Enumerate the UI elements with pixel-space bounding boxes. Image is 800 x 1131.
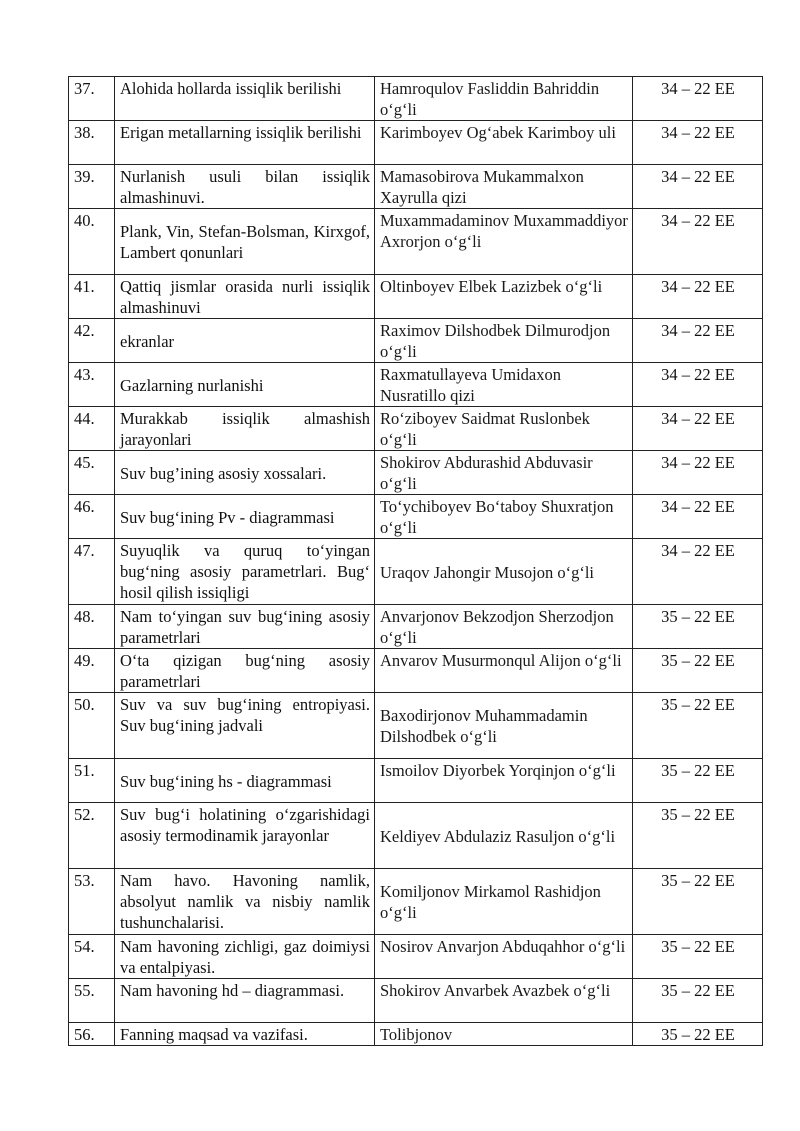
table-row — [69, 407, 763, 451]
student-cell: Nosirov Anvarjon Abduqahhor o‘g‘li — [375, 935, 633, 979]
topic-cell: Plank, Vin, Stefan-Bolsman, Kirxgof, Lambert qonunlari — [115, 209, 375, 275]
student-cell: Mamasobirova Mukammalxon Xayrulla qizi — [375, 165, 633, 209]
group-cell: 35 – 22 EE — [633, 605, 763, 649]
row-number: 45. — [69, 451, 115, 495]
student-cell: Baxodirjonov Muhammadamin Dilshodbek o‘g‘li — [375, 693, 633, 759]
row-number: 52. — [69, 803, 115, 869]
student-cell: Raxmatullayeva Umidaxon Nusratillo qizi — [375, 363, 633, 407]
table-row — [69, 935, 763, 979]
student-cell: Shokirov Abdurashid Abduvasir o‘g‘li — [375, 451, 633, 495]
student-cell: Tolibjonov — [375, 1023, 633, 1046]
group-cell: 35 – 22 EE — [633, 693, 763, 759]
topic-cell: O‘ta qizigan bug‘ning asosiy parametrlari — [115, 649, 375, 693]
topic-cell: Erigan metallarning issiqlik berilishi — [115, 121, 375, 165]
topics-table — [68, 76, 763, 1046]
topic-cell: Suv bug‘ining Pv - diagrammasi — [115, 495, 375, 539]
row-number: 47. — [69, 539, 115, 605]
table-row — [69, 649, 763, 693]
topic-cell: Suv bug‘ining hs - diagrammasi — [115, 759, 375, 803]
topic-cell: Nam havo. Havoning namlik, absolyut namlik va nisbiy namlik tushunchalarisi. — [115, 869, 375, 935]
table-row — [69, 759, 763, 803]
table-row — [69, 77, 763, 121]
group-cell: 34 – 22 EE — [633, 363, 763, 407]
topic-cell: Suv bug‘i holatining o‘zgarishidagi asosiy termodinamik jarayonlar — [115, 803, 375, 869]
topic-cell: Gazlarning nurlanishi — [115, 363, 375, 407]
table-row — [69, 165, 763, 209]
table-row — [69, 363, 763, 407]
group-cell: 34 – 22 EE — [633, 121, 763, 165]
topic-cell: Nam havoning zichligi, gaz doimiysi va entalpiyasi. — [115, 935, 375, 979]
student-cell: Komiljonov Mirkamol Rashidjon o‘g‘li — [375, 869, 633, 935]
topic-cell: Murakkab issiqlik almashish jarayonlari — [115, 407, 375, 451]
table-row — [69, 869, 763, 935]
student-cell: Ismoilov Diyorbek Yorqinjon o‘g‘li — [375, 759, 633, 803]
student-cell: Karimboyev Og‘abek Karimboy uli — [375, 121, 633, 165]
topic-cell: Nurlanish usuli bilan issiqlik almashinuvi. — [115, 165, 375, 209]
topic-cell: Fanning maqsad va vazifasi. — [115, 1023, 375, 1046]
table-row — [69, 539, 763, 605]
group-cell: 34 – 22 EE — [633, 319, 763, 363]
group-cell: 34 – 22 EE — [633, 539, 763, 605]
group-cell: 34 – 22 EE — [633, 209, 763, 275]
row-number: 43. — [69, 363, 115, 407]
group-cell: 34 – 22 EE — [633, 275, 763, 319]
row-number: 48. — [69, 605, 115, 649]
row-number: 41. — [69, 275, 115, 319]
topic-cell: Suyuqlik va quruq to‘yingan bug‘ning asosiy parametrlari. Bug‘ hosil qilish issiqligi — [115, 539, 375, 605]
table-row — [69, 979, 763, 1023]
group-cell: 35 – 22 EE — [633, 1023, 763, 1046]
row-number: 53. — [69, 869, 115, 935]
topic-cell: ekranlar — [115, 319, 375, 363]
topic-cell: Nam havoning hd – diagrammasi. — [115, 979, 375, 1023]
student-cell: Anvarjonov Bekzodjon Sherzodjon o‘g‘li — [375, 605, 633, 649]
table-row — [69, 121, 763, 165]
topic-cell: Qattiq jismlar orasida nurli issiqlik almashinuvi — [115, 275, 375, 319]
group-cell: 34 – 22 EE — [633, 407, 763, 451]
student-cell: Anvarov Musurmonqul Alijon o‘g‘li — [375, 649, 633, 693]
student-cell: Uraqov Jahongir Musojon o‘g‘li — [375, 539, 633, 605]
group-cell: 34 – 22 EE — [633, 77, 763, 121]
student-cell: Shokirov Anvarbek Avazbek o‘g‘li — [375, 979, 633, 1023]
row-number: 38. — [69, 121, 115, 165]
group-cell: 35 – 22 EE — [633, 979, 763, 1023]
student-cell: Keldiyev Abdulaziz Rasuljon o‘g‘li — [375, 803, 633, 869]
group-cell: 35 – 22 EE — [633, 803, 763, 869]
topic-cell: Nam to‘yingan suv bug‘ining asosiy parametrlari — [115, 605, 375, 649]
student-cell: Oltinboyev Elbek Lazizbek o‘g‘li — [375, 275, 633, 319]
row-number: 54. — [69, 935, 115, 979]
row-number: 55. — [69, 979, 115, 1023]
table-row — [69, 1023, 763, 1046]
topic-cell: Suv va suv bug‘ining entropiyasi. Suv bug‘ining jadvali — [115, 693, 375, 759]
group-cell: 35 – 22 EE — [633, 935, 763, 979]
row-number: 51. — [69, 759, 115, 803]
row-number: 50. — [69, 693, 115, 759]
row-number: 44. — [69, 407, 115, 451]
student-cell: Hamroqulov Fasliddin Bahriddin o‘g‘li — [375, 77, 633, 121]
table-row — [69, 803, 763, 869]
table-row — [69, 275, 763, 319]
row-number: 40. — [69, 209, 115, 275]
student-cell: To‘ychiboyev Bo‘taboy Shuxratjon o‘g‘li — [375, 495, 633, 539]
table-row — [69, 451, 763, 495]
group-cell: 34 – 22 EE — [633, 165, 763, 209]
row-number: 37. — [69, 77, 115, 121]
topic-cell: Suv bug’ining asosiy xossalari. — [115, 451, 375, 495]
table-row — [69, 693, 763, 759]
row-number: 42. — [69, 319, 115, 363]
group-cell: 35 – 22 EE — [633, 869, 763, 935]
student-cell: Muxammadaminov Muxammaddiyor Axrorjon o‘g‘li — [375, 209, 633, 275]
table-row — [69, 605, 763, 649]
group-cell: 34 – 22 EE — [633, 495, 763, 539]
row-number: 56. — [69, 1023, 115, 1046]
table-row — [69, 495, 763, 539]
table-row — [69, 319, 763, 363]
student-cell: Raximov Dilshodbek Dilmurodjon o‘g‘li — [375, 319, 633, 363]
topic-cell: Alohida hollarda issiqlik berilishi — [115, 77, 375, 121]
table-row — [69, 209, 763, 275]
row-number: 39. — [69, 165, 115, 209]
student-cell: Ro‘ziboyev Saidmat Ruslonbek o‘g‘li — [375, 407, 633, 451]
group-cell: 34 – 22 EE — [633, 451, 763, 495]
group-cell: 35 – 22 EE — [633, 649, 763, 693]
row-number: 46. — [69, 495, 115, 539]
row-number: 49. — [69, 649, 115, 693]
group-cell: 35 – 22 EE — [633, 759, 763, 803]
